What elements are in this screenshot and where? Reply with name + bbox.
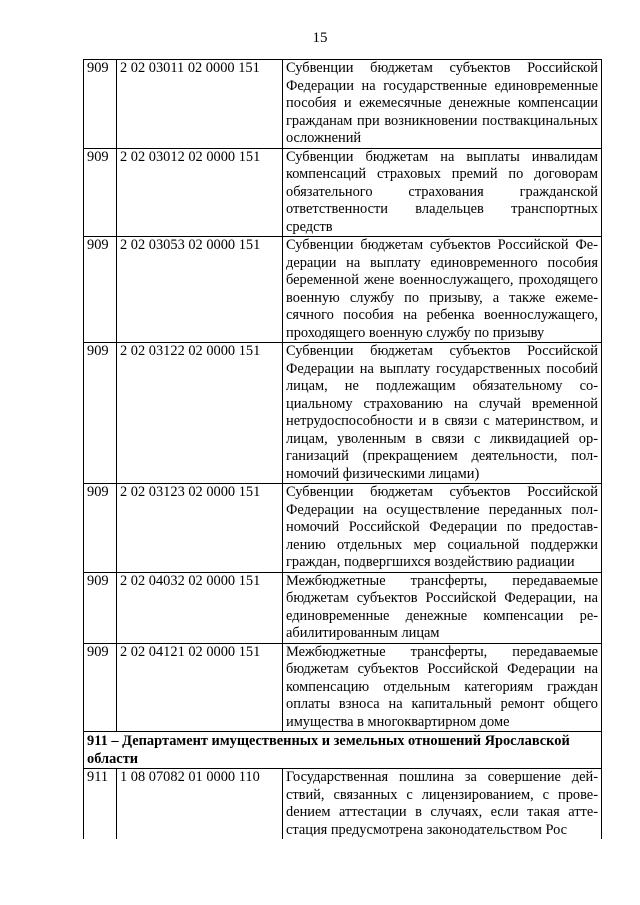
description-cell: Субвенции бюджетам субъектов Российской Федерации на осуществление переданных полномочий Российской Федерации по предоставлению отдельных мер социальной поддержки граждан, подвергшихся воздействию радиации (283, 484, 602, 573)
table-row (84, 484, 602, 573)
description-cell: Межбюджетные трансферты, передаваемые бюджетам субъектов Российской Федерации на компенсацию отдельным категориям граждан оплаты взноса на капитальный ремонт общего имущества в многоквартирном доме (283, 643, 602, 732)
admin-code-cell: 911 (84, 769, 117, 840)
description-cell: Государственная пошлина за совершение действий, связанных с лицензированием, с провеdением аттестации в случаях, если такая аттестация предусмотрена законодательством Рос (283, 769, 602, 840)
budget-code-cell: 2 02 04032 02 0000 151 (117, 572, 283, 643)
admin-code-cell: 909 (84, 60, 117, 149)
page-number: 15 (312, 30, 328, 46)
table-row (84, 572, 602, 643)
budget-code-cell: 1 08 07082 01 0000 110 (117, 769, 283, 840)
table-row (84, 343, 602, 484)
budget-code-cell: 2 02 03123 02 0000 151 (117, 484, 283, 573)
budget-code-cell: 2 02 03053 02 0000 151 (117, 237, 283, 343)
section-header-row (84, 732, 602, 769)
admin-code-cell: 909 (84, 237, 117, 343)
table-row (84, 769, 602, 840)
table-row (84, 237, 602, 343)
description-cell: Субвенции бюджетам субъектов Российской Федерации на государственные единовременные пособия и ежемесячные денежные компенсации гражданам при возникновении поствакцинальных осложнений (283, 60, 602, 149)
budget-code-cell: 2 02 03011 02 0000 151 (117, 60, 283, 149)
budget-code-cell: 2 02 03012 02 0000 151 (117, 148, 283, 237)
description-cell: Субвенции бюджетам субъектов Российской Федерации на выплату единовременного пособия беременной жене военнослужащего, проходящего военную службу по призыву, а также ежемесячного пособия на ребенка военнослужащего, проходящего военную службу по призыву (283, 237, 602, 343)
table-row (84, 60, 602, 149)
budget-code-cell: 2 02 03122 02 0000 151 (117, 343, 283, 484)
section-header-cell: 911 – Департамент имущественных и земельных отношений Ярославской области (84, 732, 602, 769)
description-cell: Субвенции бюджетам на выплаты инвалидам компенсаций страховых премий по договорам обязательного страхования гражданской ответственности владельцев транспортных средств (283, 148, 602, 237)
table-row (84, 148, 602, 237)
admin-code-cell: 909 (84, 572, 117, 643)
description-cell: Межбюджетные трансферты, передаваемые бюджетам субъектов Российской Федерации, на единовременные денежные компенсации реабилитированным лицам (283, 572, 602, 643)
table-row (84, 643, 602, 732)
admin-code-cell: 909 (84, 643, 117, 732)
budget-code-cell: 2 02 04121 02 0000 151 (117, 643, 283, 732)
description-cell: Субвенции бюджетам субъектов Российской Федерации на выплату государственных пособий лицам, не подлежащим обязательному социальному страхованию на случай временной нетрудоспособности и в связи с материнством, и лицам, уволенным в связи с ликвидацией организаций (прекращением деятельности, полномочий физическими лицами) (283, 343, 602, 484)
budget-codes-table (83, 59, 602, 839)
admin-code-cell: 909 (84, 148, 117, 237)
admin-code-cell: 909 (84, 343, 117, 484)
admin-code-cell: 909 (84, 484, 117, 573)
